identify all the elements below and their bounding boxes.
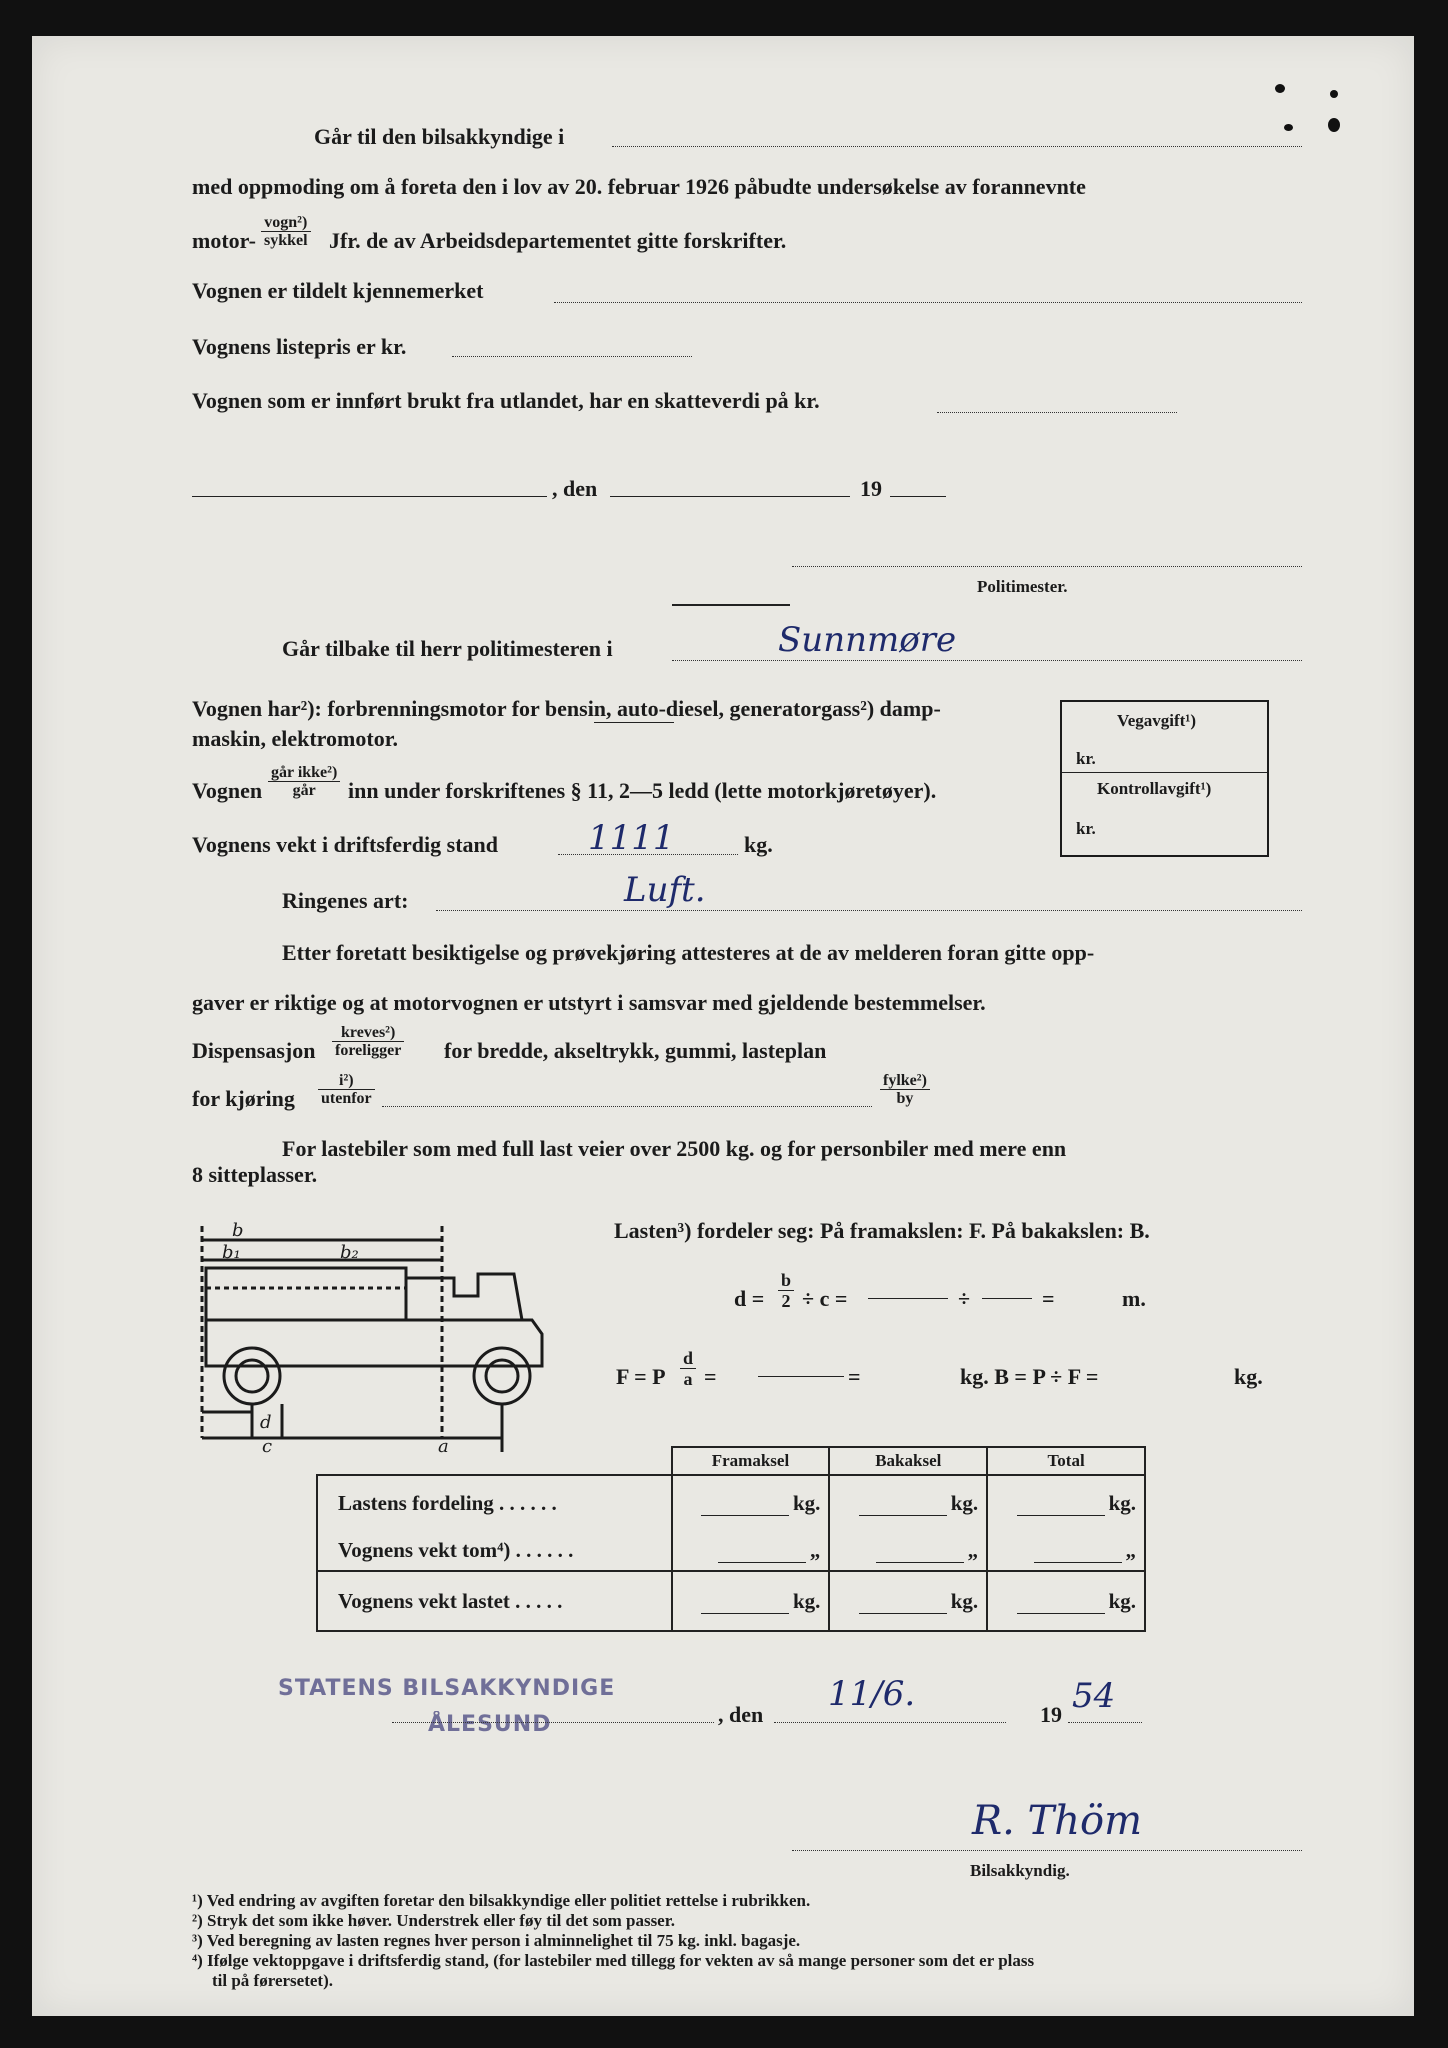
f-right: kg. B = P ÷ F =: [960, 1364, 1099, 1389]
fill-line: [610, 496, 850, 497]
sig-year-prefix: 19: [1040, 1702, 1062, 1727]
table-cell: [829, 1531, 987, 1571]
row-label: Vognens vekt lastet . . . . .: [317, 1571, 672, 1631]
fee-divider: [1062, 772, 1267, 773]
header-line-1: Går til den bilsakkyndige i: [314, 124, 565, 149]
i-utenfor-fraction: [318, 1072, 375, 1107]
fylke: fylke²): [880, 1072, 930, 1090]
cell-unit: kg.: [1108, 1491, 1136, 1515]
cell-unit: „: [809, 1538, 821, 1562]
d-over-a: [680, 1348, 696, 1389]
table-cell: [829, 1475, 987, 1531]
header-line-3-suffix: Jfr. de av Arbeidsdepartementet gitte forskrifter.: [329, 228, 787, 253]
fill-line: [612, 146, 1302, 147]
table-row: [317, 1475, 1145, 1531]
listepris-label: Vognens listepris er kr.: [192, 334, 407, 359]
fill-line: [382, 1106, 872, 1107]
skatteverdi-label: Vognen som er innført brukt fra utlandet, har en skatteverdi på kr.: [192, 388, 820, 413]
motor-line-2: maskin, elektromotor.: [192, 726, 398, 751]
d-formula-mid: ÷ c =: [802, 1286, 848, 1311]
row-label: Lastens fordeling . . . . . .: [317, 1475, 672, 1531]
footnote-1: ¹) Ved endring av avgiften foretar den bilsakkyndige eller politiet rettelse i rubrikken.: [192, 1891, 811, 1910]
div-sign: ÷: [958, 1286, 971, 1311]
fraction-denominator: sykkel: [264, 232, 308, 249]
cell-unit: „: [967, 1538, 979, 1562]
diagram-label-b: b: [232, 1220, 244, 1241]
f-kg: kg.: [1234, 1364, 1263, 1389]
header-bakaksel: Bakaksel: [829, 1447, 987, 1475]
cell-unit: kg.: [792, 1588, 821, 1613]
footnote-4-cont: til på førersetet).: [212, 1971, 333, 1990]
fill-line: [758, 1376, 844, 1377]
vegavgift-kr: kr.: [1076, 749, 1096, 768]
ink-spot: [1330, 90, 1338, 98]
fill-line: [774, 1722, 1006, 1723]
ink-spot: [1275, 84, 1285, 93]
form-page: [32, 36, 1414, 2016]
header-framaksel: Framaksel: [672, 1447, 830, 1475]
m-unit: m.: [1122, 1286, 1146, 1311]
disp-label: Dispensasjon: [192, 1038, 316, 1063]
diagram-label-b1: b₁: [222, 1242, 241, 1263]
fill-line: [392, 1722, 714, 1723]
fill-line: [937, 412, 1177, 413]
f-formula-left: F = P: [616, 1364, 666, 1389]
table-cell: [829, 1571, 987, 1631]
fylke-fraction: [880, 1072, 930, 1107]
b-over-2: [778, 1270, 794, 1311]
a: a: [683, 1369, 693, 1389]
lasten-text: Lasten³) fordeler seg: På framakslen: F. På bakakslen: B.: [614, 1218, 1150, 1243]
kjoring-label: for kjøring: [192, 1086, 295, 1111]
table-cell: [672, 1571, 830, 1631]
underline-bensin: [594, 722, 674, 723]
cell-unit: „: [1125, 1538, 1136, 1562]
fill-line: [452, 356, 692, 357]
signature-line: [792, 566, 1302, 567]
signature-line: [792, 1850, 1302, 1851]
attest-line-2: gaver er riktige og at motorvognen er utstyrt i samsvar med gjeldende bestemmelser.: [192, 990, 986, 1015]
vogn-sykkel-fraction: [261, 214, 311, 249]
i: i²): [318, 1072, 375, 1090]
vekt-label: Vognens vekt i driftsferdig stand: [192, 832, 498, 857]
header-line-2: med oppmoding om å foreta den i lov av 20. februar 1926 påbudte undersøkelse av forannevnte: [192, 174, 1086, 199]
bilsakkyndig-label: Bilsakkyndig.: [970, 1861, 1070, 1880]
footnote-3: ³) Ved beregning av lasten regnes hver person i alminnelighet til 75 kg. inkl. bagasje.: [192, 1931, 801, 1950]
vekt-unit: kg.: [744, 832, 773, 857]
fill-line: [982, 1298, 1032, 1299]
table-cell: [987, 1531, 1145, 1571]
table-cell: [672, 1475, 830, 1531]
cell-unit: kg.: [950, 1588, 979, 1613]
vegavgift-label: Vegavgift¹): [1117, 711, 1197, 730]
handwritten-signature: R. Thöm: [972, 1798, 1142, 1844]
fill-line: [890, 496, 946, 497]
kjennemerke-label: Vognen er tildelt kjennemerket: [192, 278, 484, 303]
b: b: [778, 1270, 794, 1291]
by: by: [896, 1090, 914, 1107]
kontrollavgift-label: Kontrollavgift¹): [1097, 779, 1212, 798]
fill-line: [1068, 1722, 1142, 1723]
table-cell: [987, 1475, 1145, 1531]
fill-line: [554, 302, 1302, 303]
return-label: Går tilbake til herr politimesteren i: [282, 636, 613, 661]
kontrollavgift-kr: kr.: [1076, 819, 1096, 838]
diagram-label-d: d: [260, 1412, 272, 1433]
utenfor: utenfor: [321, 1090, 372, 1107]
table-cell: [987, 1571, 1145, 1631]
row-label: Vognens vekt tom⁴) . . . . . .: [317, 1531, 672, 1571]
footnote-2: ²) Stryk det som ikke høver. Understrek eller føy til det som passer.: [192, 1911, 675, 1930]
stamp-line-1: STATENS BILSAKKYNDIGE: [278, 1676, 616, 1701]
table-row: [317, 1571, 1145, 1631]
f-eq: =: [704, 1364, 717, 1389]
header-line-3-prefix: motor-: [192, 228, 256, 253]
table-row: [317, 1531, 1145, 1571]
gar-ikke: går ikke²): [268, 764, 340, 782]
attest-line-1: Etter foretatt besiktigelse og prøvekjøring attesteres at de av melderen foran gitte opp-: [282, 940, 1095, 965]
sig-den: , den: [718, 1702, 764, 1727]
vognen-label: Vognen: [192, 778, 263, 803]
load-table: [316, 1446, 1146, 1632]
header-total: Total: [987, 1447, 1145, 1475]
table-cell: [672, 1531, 830, 1571]
ink-spot: [1328, 118, 1340, 132]
diagram-label-a: a: [438, 1436, 449, 1457]
cell-unit: kg.: [950, 1491, 979, 1515]
kreves: kreves²): [332, 1024, 404, 1042]
truck-diagram: [192, 1216, 602, 1466]
fill-line: [868, 1298, 948, 1299]
forskrift-text: inn under forskriftenes § 11, 2—5 ledd (lette motorkjøretøyer).: [348, 778, 937, 803]
footnote-4: ⁴) Ifølge vektoppgave i driftsferdig stand, (for lastebiler med tillegg for vekten av så mange personer som det er plass: [192, 1951, 1035, 1970]
gar-fraction: [268, 764, 340, 799]
politimester-label: Politimester.: [977, 577, 1068, 596]
table-corner: [317, 1447, 672, 1475]
cell-unit: kg.: [792, 1491, 821, 1515]
laste-line-1: For lastebiler som med full last veier over 2500 kg. og for personbiler med mere enn: [282, 1136, 1067, 1161]
d-formula-left: d =: [734, 1286, 765, 1311]
handwritten-weight: 1111: [588, 818, 675, 858]
handwritten-year: 54: [1072, 1676, 1116, 1716]
laste-line-2: 8 sitteplasser.: [192, 1162, 318, 1187]
fill-line: [436, 910, 1302, 911]
fee-box: [1060, 700, 1269, 857]
handwritten-date: 11/6.: [828, 1674, 916, 1714]
ringer-label: Ringenes art:: [282, 888, 409, 913]
kreves-fraction: [332, 1024, 404, 1059]
f-eq-2: =: [848, 1364, 861, 1389]
disp-suffix: for bredde, akseltrykk, gummi, lasteplan: [444, 1038, 827, 1063]
cell-unit: kg.: [1108, 1588, 1136, 1613]
motor-line-1: Vognen har²): forbrenningsmotor for bensin, auto-diesel, generatorgass²) damp-: [192, 696, 941, 721]
den-label: , den: [552, 476, 598, 501]
d: d: [680, 1348, 696, 1369]
separator: [672, 604, 790, 606]
eq-sign: =: [1042, 1286, 1055, 1311]
two: 2: [781, 1291, 791, 1311]
diagram-label-c: c: [262, 1436, 273, 1457]
stamp-line-2: ÅLESUND: [428, 1712, 552, 1737]
fill-line: [192, 496, 547, 497]
diagram-label-b2: b₂: [340, 1242, 359, 1263]
handwritten-tyres: Luft.: [624, 870, 706, 910]
fill-line: [672, 660, 1302, 661]
year-prefix: 19: [860, 476, 882, 501]
fraction-numerator: vogn²): [261, 214, 311, 232]
gar: går: [292, 782, 316, 799]
handwritten-place: Sunnmøre: [778, 620, 957, 660]
ink-spot: [1284, 124, 1293, 131]
foreligger: foreligger: [335, 1042, 402, 1059]
